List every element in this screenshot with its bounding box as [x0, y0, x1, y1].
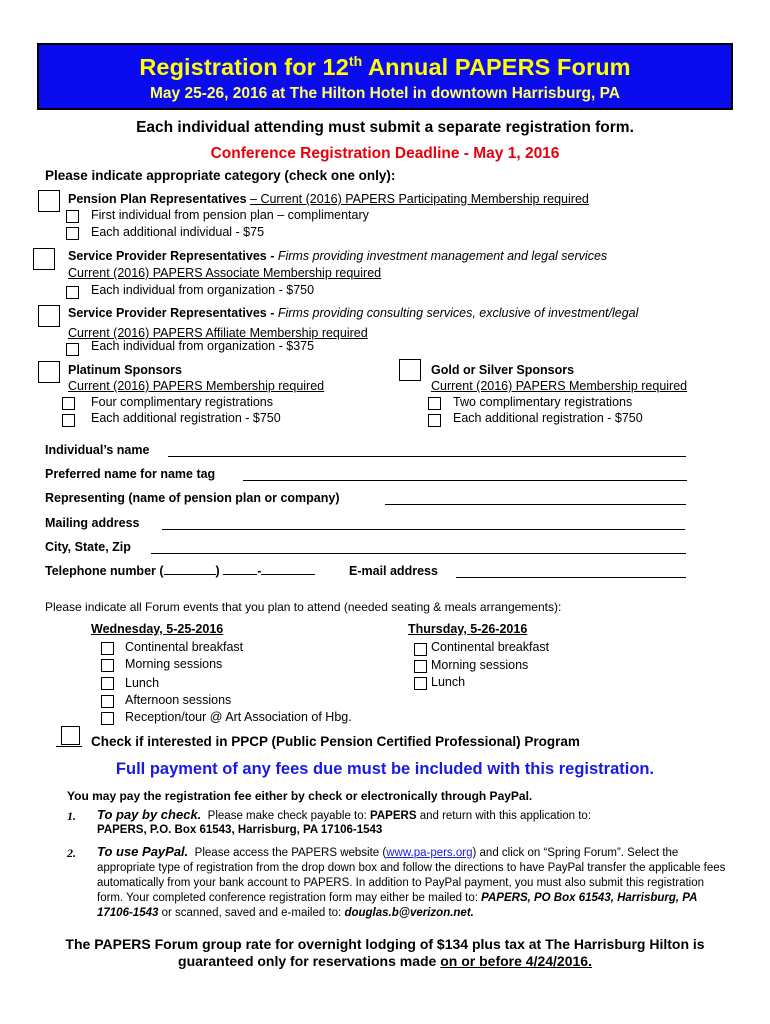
- affiliate-provider-option-checkbox[interactable]: [66, 343, 79, 356]
- platinum-four-label: Four complimentary registrations: [91, 395, 274, 409]
- thu-breakfast-checkbox[interactable]: [414, 643, 427, 656]
- service-provider-title: Service Provider Representatives - Firms providing investment management and legal services: [68, 249, 608, 263]
- ppcp-underline: [56, 746, 82, 747]
- thu-morning-checkbox[interactable]: [414, 660, 427, 673]
- lodging-notice: The PAPERS Forum group rate for overnight lodging of $134 plus tax at The Harrisburg Hilton is guaranteed only for reservations made on or before 4/24/2016.: [65, 936, 705, 969]
- preferred-name-label: Preferred name for name tag: [45, 467, 216, 481]
- payment-methods-intro: You may pay the registration fee either by check or electronically through PayPal.: [67, 789, 533, 803]
- service-provider-option-label: Each individual from organization - $750: [91, 283, 315, 297]
- form-title: Registration for 12th Annual PAPERS Forum: [139, 53, 631, 80]
- ppcp-checkbox[interactable]: [61, 726, 80, 745]
- platinum-sponsor-checkbox[interactable]: [38, 361, 60, 383]
- pension-first-checkbox[interactable]: [66, 210, 79, 223]
- gold-additional-label: Each additional registration - $750: [453, 411, 643, 425]
- paypal-number: 2.: [67, 846, 76, 860]
- gold-two-label: Two complimentary registrations: [453, 395, 633, 409]
- gold-two-checkbox[interactable]: [428, 397, 441, 410]
- pension-category-checkbox[interactable]: [38, 190, 60, 212]
- telephone-label: Telephone number ( ) -: [45, 564, 315, 578]
- affiliate-provider-option-label: Each individual from organization - $375: [91, 339, 315, 353]
- email-label: E-mail address: [349, 564, 438, 578]
- check-address: PAPERS, P.O. Box 61543, Harrisburg, PA 17106-1543: [97, 824, 383, 836]
- wednesday-heading: Wednesday, 5-25-2016: [91, 622, 224, 636]
- events-prompt: Please indicate all Forum events that you plan to attend (needed seating & meals arrangements):: [45, 600, 562, 614]
- city-state-zip-label: City, State, Zip: [45, 540, 131, 554]
- affiliate-provider-requirement: Current (2016) PAPERS Affiliate Membership required: [68, 326, 368, 340]
- pension-category-title: Pension Plan Representatives – Current (2016) PAPERS Participating Membership required: [68, 192, 589, 206]
- platinum-four-checkbox[interactable]: [62, 397, 75, 410]
- thu-breakfast-label: Continental breakfast: [431, 640, 550, 654]
- pension-first-label: First individual from pension plan – complimentary: [91, 208, 369, 222]
- wed-breakfast-checkbox[interactable]: [101, 642, 114, 655]
- platinum-sponsor-requirement: Current (2016) PAPERS Membership required: [68, 379, 325, 393]
- name-field-label: Individual’s name: [45, 443, 150, 457]
- service-provider-checkbox[interactable]: [33, 248, 55, 270]
- check-number: 1.: [67, 809, 76, 823]
- wed-breakfast-label: Continental breakfast: [125, 640, 244, 654]
- service-provider-option-checkbox[interactable]: [66, 286, 79, 299]
- gold-silver-sponsor-title: Gold or Silver Sponsors: [431, 363, 575, 377]
- wed-reception-checkbox[interactable]: [101, 712, 114, 725]
- platinum-sponsor-title: Platinum Sponsors: [68, 363, 182, 377]
- wed-morning-label: Morning sessions: [125, 657, 223, 671]
- gold-additional-checkbox[interactable]: [428, 414, 441, 427]
- wed-lunch-label: Lunch: [125, 676, 160, 690]
- email-line[interactable]: [456, 577, 686, 578]
- check-instructions: To pay by check. Please make check payable to: PAPERS and return with this application to:: [97, 807, 592, 822]
- service-provider-requirement: Current (2016) PAPERS Associate Membership required: [68, 266, 382, 280]
- header-banner: [37, 43, 733, 110]
- pension-additional-checkbox[interactable]: [66, 227, 79, 240]
- full-payment-notice: Full payment of any fees due must be included with this registration.: [115, 760, 655, 778]
- wed-afternoon-label: Afternoon sessions: [125, 693, 232, 707]
- gold-silver-sponsor-checkbox[interactable]: [399, 359, 421, 381]
- separate-form-notice: Each individual attending must submit a separate registration form.: [136, 119, 634, 136]
- paypal-website-link[interactable]: www.pa-pers.org: [386, 847, 473, 859]
- deadline-notice: Conference Registration Deadline - May 1, 2016: [210, 145, 560, 162]
- thu-lunch-label: Lunch: [431, 675, 466, 689]
- city-state-zip-line[interactable]: [151, 553, 686, 554]
- pension-additional-label: Each additional individual - $75: [91, 225, 265, 239]
- thu-lunch-checkbox[interactable]: [414, 677, 427, 690]
- form-subtitle: May 25-26, 2016 at The Hilton Hotel in downtown Harrisburg, PA: [150, 85, 620, 102]
- ppcp-label: Check if interested in PPCP (Public Pension Certified Professional) Program: [91, 734, 580, 749]
- wed-morning-checkbox[interactable]: [101, 659, 114, 672]
- platinum-additional-checkbox[interactable]: [62, 414, 75, 427]
- thu-morning-label: Morning sessions: [431, 658, 529, 672]
- thursday-heading: Thursday, 5-26-2016: [408, 622, 528, 636]
- name-field-line[interactable]: [168, 456, 686, 457]
- affiliate-provider-title: Service Provider Representatives - Firms providing consulting services, exclusive of investment/legal: [68, 306, 639, 320]
- affiliate-provider-checkbox[interactable]: [38, 305, 60, 327]
- wed-lunch-checkbox[interactable]: [101, 677, 114, 690]
- category-prompt: Please indicate appropriate category (check one only):: [45, 168, 396, 183]
- mailing-address-line[interactable]: [162, 529, 685, 530]
- representing-label: Representing (name of pension plan or company): [45, 491, 340, 505]
- preferred-name-line[interactable]: [243, 480, 687, 481]
- mailing-address-label: Mailing address: [45, 516, 140, 530]
- wed-reception-label: Reception/tour @ Art Association of Hbg.: [125, 710, 352, 724]
- gold-silver-requirement: Current (2016) PAPERS Membership required: [431, 379, 688, 393]
- paypal-instructions: To use PayPal. Please access the PAPERS website (www.pa-pers.org) and click on “Spring Forum”. Select the appropriate type of registration from the drop down box and follow the directions to have PayPal transfer the applicable fees automatically from your bank account to PAPERS. In addition to PayPal payment, you must also submit this registration form. Your completed conference registration form may either be mailed to: PAPERS, PO Box 61543, Harrisburg, PA 17106-1543 or scanned, saved and e-mailed to: douglas.b@verizon.net.: [97, 844, 726, 919]
- wed-afternoon-checkbox[interactable]: [101, 695, 114, 708]
- platinum-additional-label: Each additional registration - $750: [91, 411, 281, 425]
- representing-line[interactable]: [385, 504, 686, 505]
